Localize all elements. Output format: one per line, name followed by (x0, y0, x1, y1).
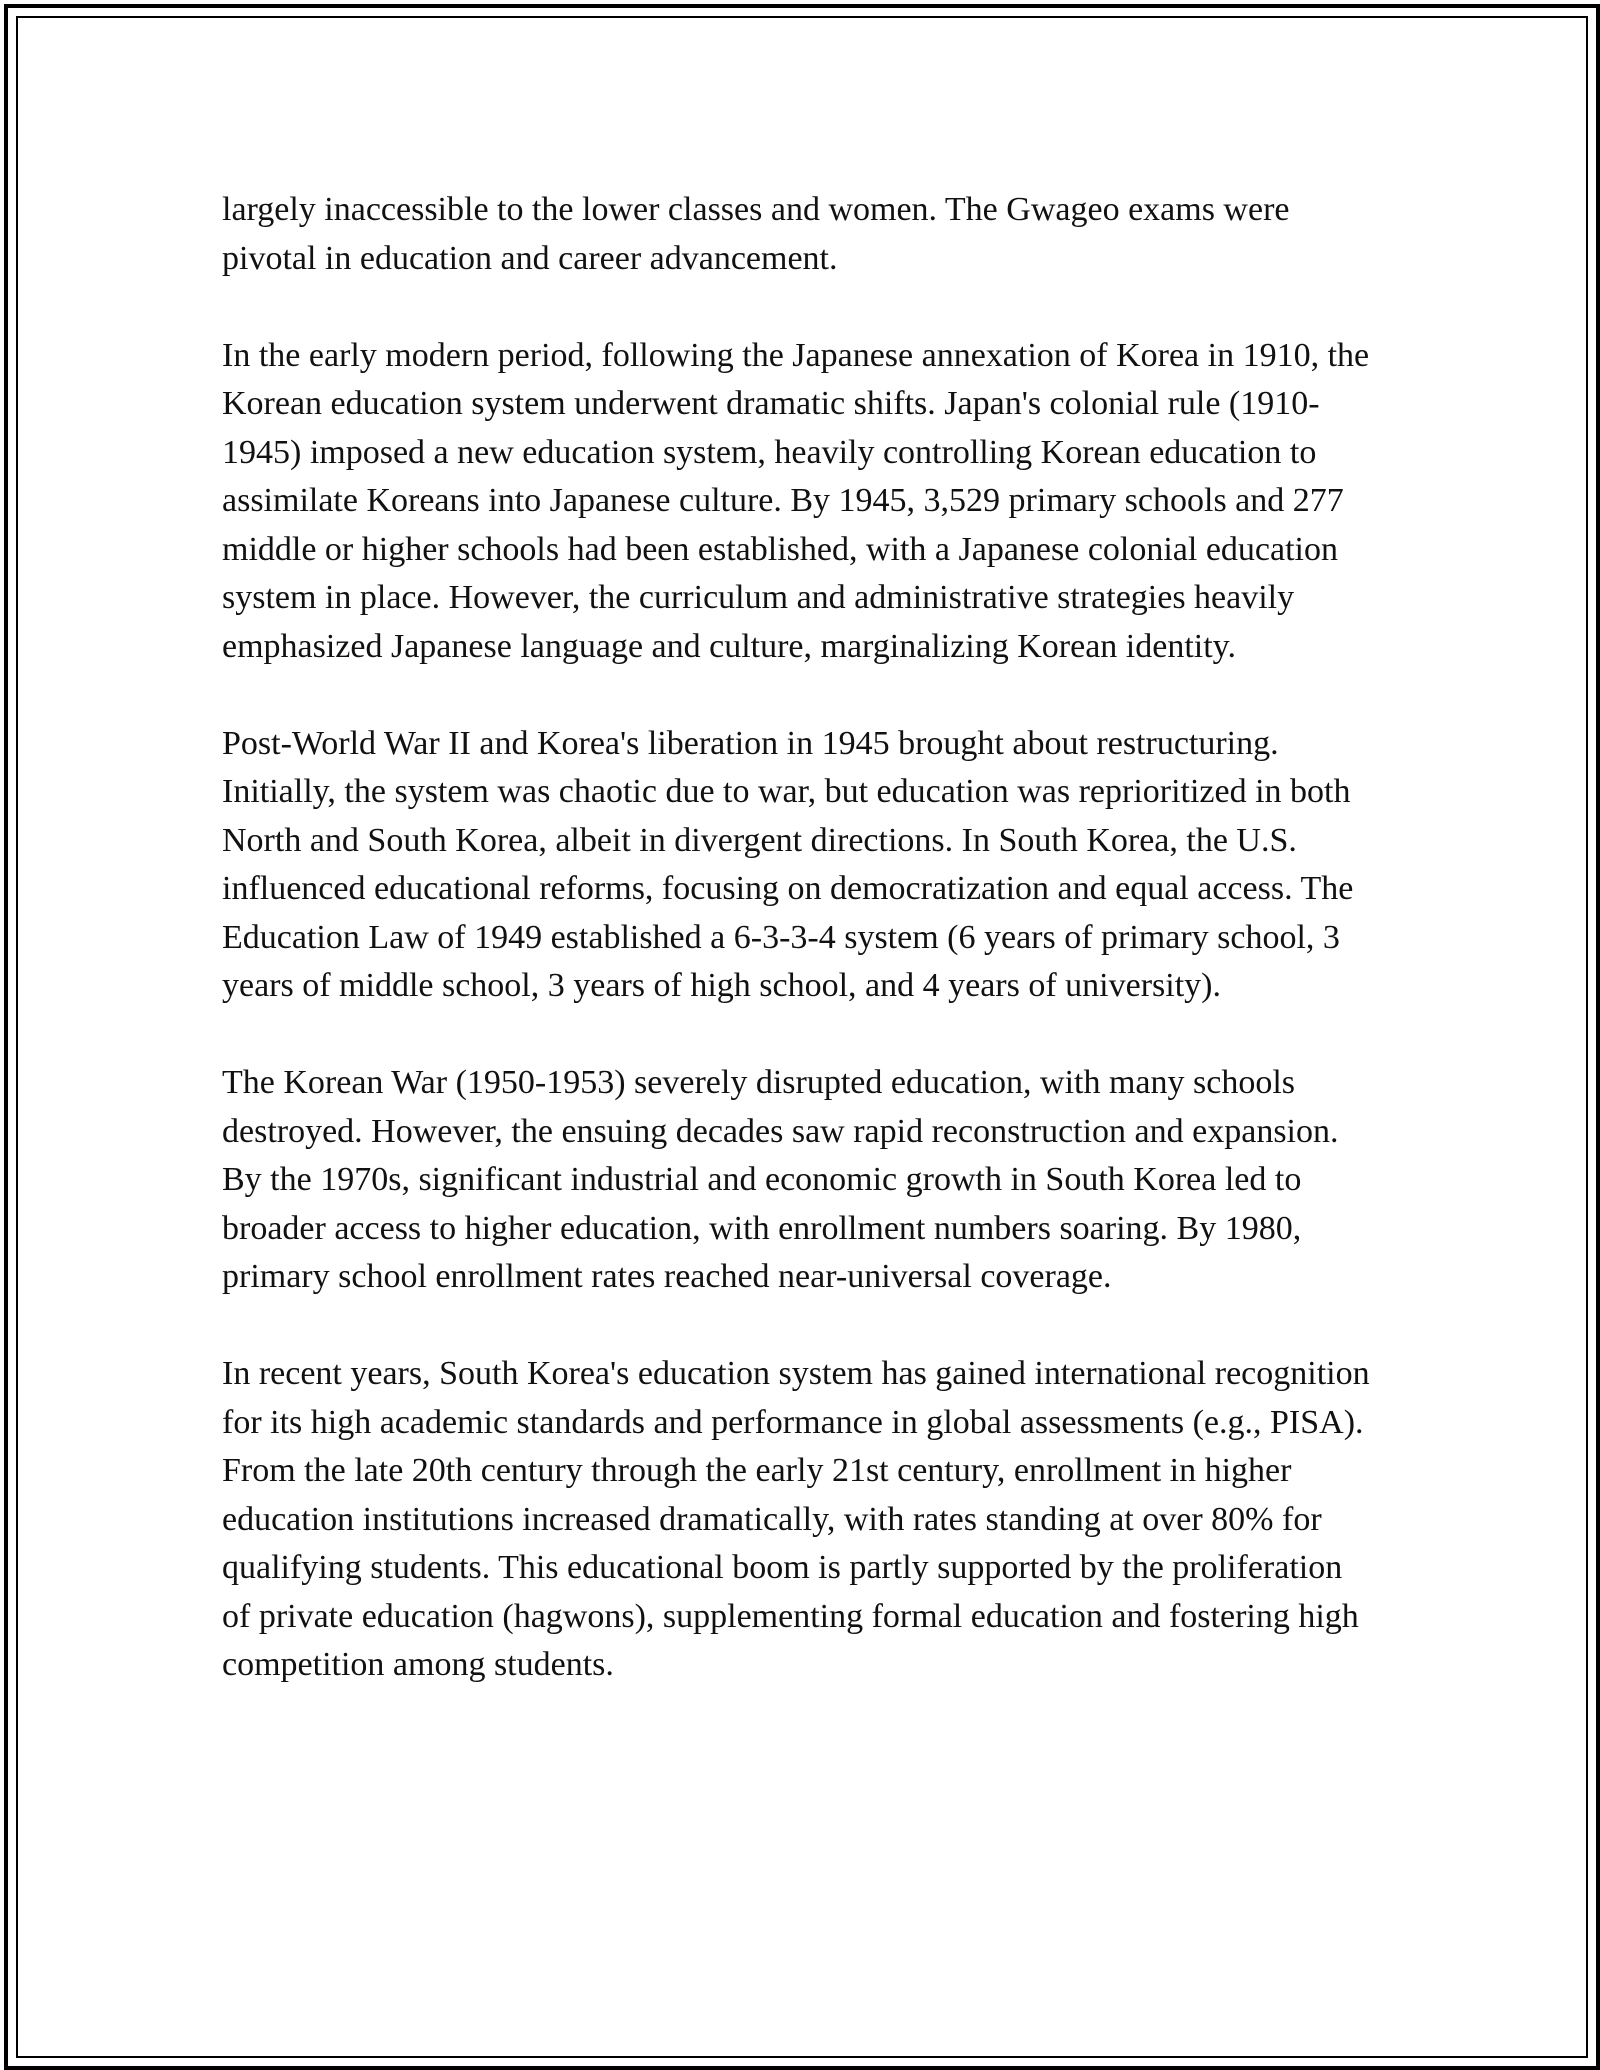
paragraph-gwageo-exams: largely inaccessible to the lower classes and women. The Gwageo exams were pivotal in education and career advancement. (222, 191, 1290, 277)
paragraph-korean-war-expansion: The Korean War (1950-1953) severely disrupted education, with many schools destroyed. However, the ensuing decades saw rapid reconstruction and expansion. By the 1970s, significant industrial and economic growth in South Korea led to broader access to higher education, with enrollment numbers soaring. By 1980, primary school enrollment rates reached near-universal coverage. (222, 1064, 1339, 1295)
paragraph-colonial-period: In the early modern period, following the Japanese annexation of Korea in 1910, the Korean education system underwent dramatic shifts. Japan's colonial rule (1910-1945) imposed a new education system, heavily controlling Korean education to assimilate Koreans into Japanese culture. By 1945, 3,529 primary schools and 277 middle or higher schools had been established, with a Japanese colonial education system in place. However, the curriculum and administrative strategies heavily emphasized Japanese language and culture, marginalizing Korean identity. (222, 336, 1370, 665)
paragraph-recent-years: In recent years, South Korea's education system has gained international recognition for its high academic standards and performance in global assessments (e.g., PISA). From the late 20th century through the early 21st century, enrollment in higher education institutions increased dramatically, with rates standing at over 80% for qualifying students. This educational boom is partly supported by the proliferation of private education (hagwons), supplementing formal education and fostering high competition among students. (222, 1355, 1370, 1683)
paragraph-post-war-restructuring: Post-World War II and Korea's liberation in 1945 brought about restructuring. Initially, the system was chaotic due to war, but education was reprioritized in both North and South Korea, albeit in divergent directions. In South Korea, the U.S. influenced educational reforms, focusing on democratization and equal access. The Education Law of 1949 established a 6-3-3-4 system (6 years of primary school, 3 years of middle school, 3 years of high school, and 4 years of university). (222, 724, 1354, 1004)
document-body (222, 186, 1372, 1690)
